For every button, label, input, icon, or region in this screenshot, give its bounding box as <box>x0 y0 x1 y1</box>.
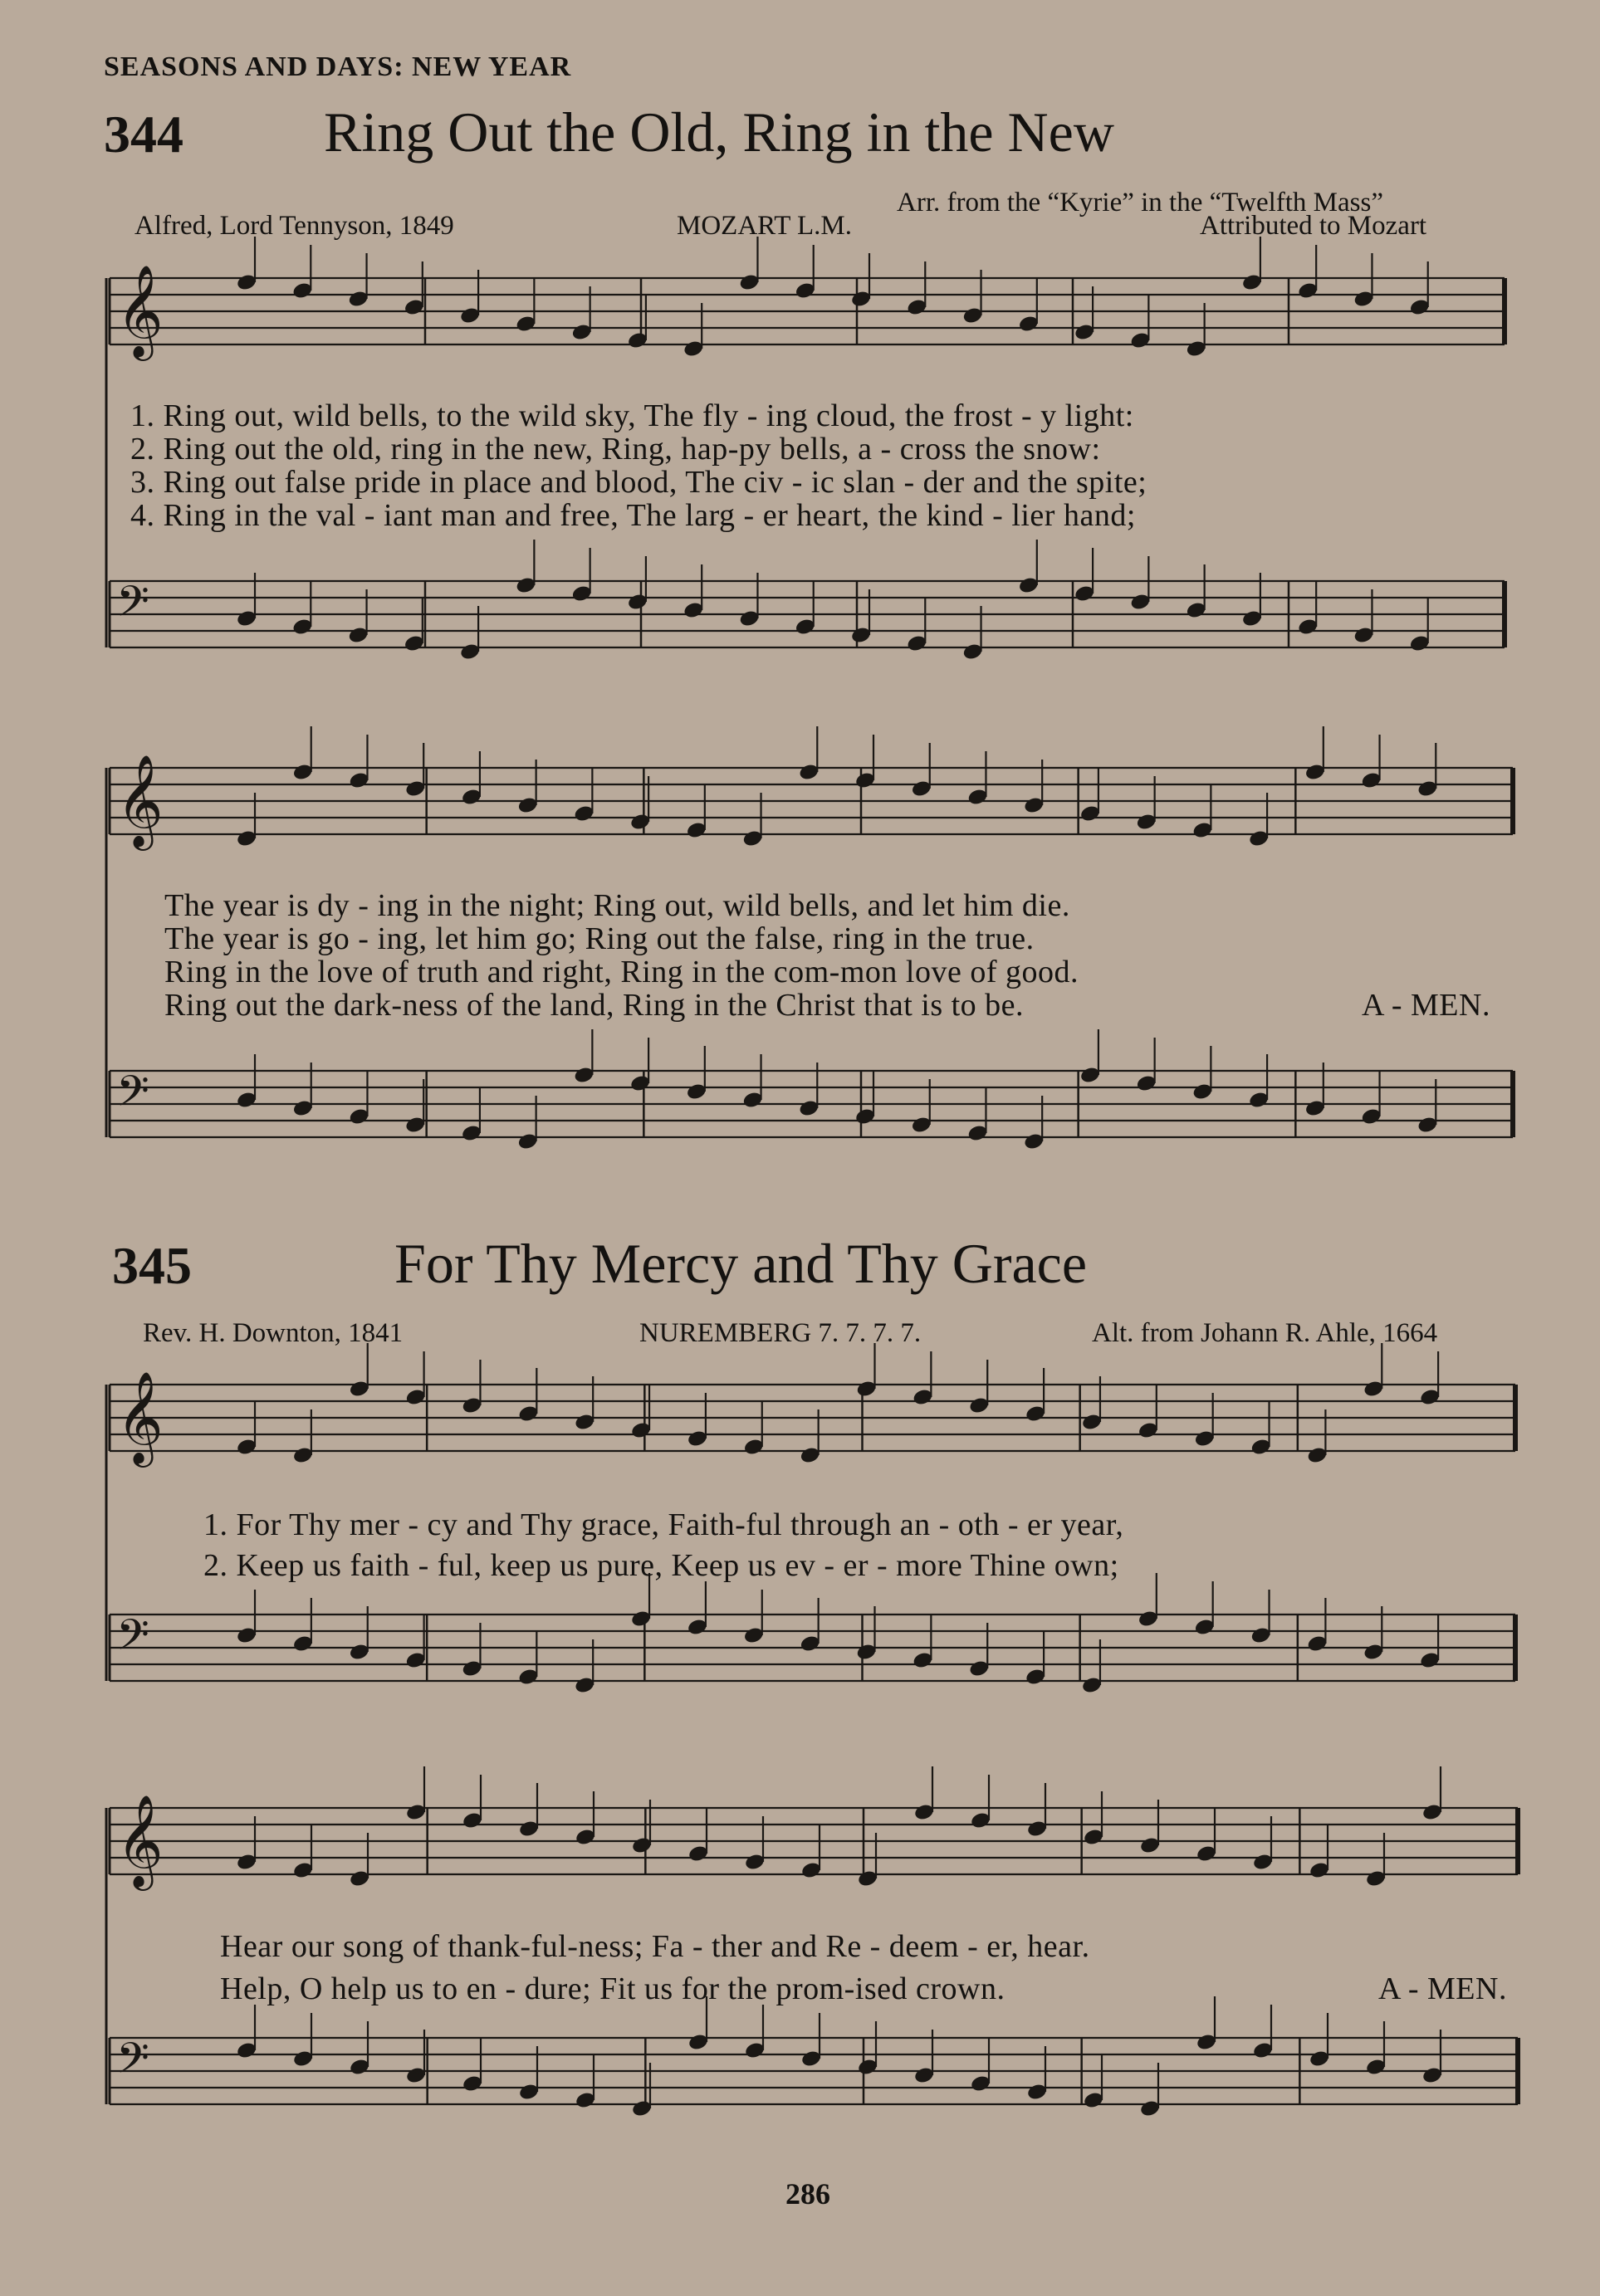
hymn-344-attribution: Attributed to Mozart <box>1200 211 1427 241</box>
hymn-344-number: 344 <box>104 105 183 164</box>
hymn-344-verse-4-cont: Ring out the dark-ness of the land, Ring in the Christ that is to be. <box>164 988 1025 1023</box>
hymn-345-title: For Thy Mercy and Thy Grace <box>394 1232 1088 1295</box>
bass-clef-icon: 𝄢 <box>116 1066 149 1126</box>
hymn-345-tune: NUREMBERG 7. 7. 7. 7. <box>639 1318 922 1348</box>
hymn-345-author: Rev. H. Downton, 1841 <box>143 1318 404 1348</box>
hymn-344-verse-1-cont: The year is dy - ing in the night; Ring out, wild bells, and let him die. <box>164 888 1070 923</box>
hymn-345-verse-2: 2. Keep us faith - ful, keep us pure, Keep us ev - er - more Thine own; <box>203 1548 1119 1583</box>
hymn-344-arrangement: Arr. from the “Kyrie” in the “Twelfth Mass” <box>897 188 1383 217</box>
hymn-344-verse-4: 4. Ring in the val - iant man and free, The larg - er heart, the kind - lier hand; <box>130 498 1136 533</box>
hymn-345-verse-1: 1. For Thy mer - cy and Thy grace, Faith-ful through an - oth - er year, <box>203 1507 1124 1542</box>
bass-clef-icon: 𝄢 <box>116 1610 149 1670</box>
hymn-345-amen: A - MEN. <box>1378 1971 1507 2006</box>
hymn-344-verse-3: 3. Ring out false pride in place and blood, The civ - ic slan - der and the spite; <box>130 465 1147 500</box>
hymn-344-title: Ring Out the Old, Ring in the New <box>324 100 1114 164</box>
hymn-345-number: 345 <box>112 1236 192 1295</box>
bass-clef-icon: 𝄢 <box>116 2033 149 2093</box>
treble-clef-icon: 𝄞 <box>116 264 164 357</box>
treble-clef-icon: 𝄞 <box>116 1370 164 1463</box>
hymn-344-verse-1: 1. Ring out, wild bells, to the wild sky, The fly - ing cloud, the frost - y light: <box>130 398 1134 433</box>
page-number: 286 <box>785 2177 830 2211</box>
hymn-344-author: Alfred, Lord Tennyson, 1849 <box>135 211 454 241</box>
treble-clef-icon: 𝄞 <box>116 1794 164 1887</box>
section-heading: SEASONS AND DAYS: NEW YEAR <box>104 51 572 82</box>
hymn-344-verse-2-cont: The year is go - ing, let him go; Ring out the false, ring in the true. <box>164 921 1035 956</box>
hymn-344-verse-3-cont: Ring in the love of truth and right, Ring in the com-mon love of good. <box>164 955 1079 989</box>
hymn-344-tune: MOZART L.M. <box>677 211 853 241</box>
treble-clef-icon: 𝄞 <box>116 754 164 847</box>
bass-clef-icon: 𝄢 <box>116 576 149 637</box>
hymn-344-amen: A - MEN. <box>1362 988 1490 1023</box>
hymn-345-arrangement: Alt. from Johann R. Ahle, 1664 <box>1092 1318 1438 1348</box>
hymn-344-verse-2: 2. Ring out the old, ring in the new, Ring, hap-py bells, a - cross the snow: <box>130 432 1101 467</box>
hymn-345-verse-1-cont: Hear our song of thank-ful-ness; Fa - ther and Re - deem - er, hear. <box>220 1929 1090 1964</box>
hymn-345-verse-2-cont: Help, O help us to en - dure; Fit us for the prom-ised crown. <box>220 1971 1006 2006</box>
